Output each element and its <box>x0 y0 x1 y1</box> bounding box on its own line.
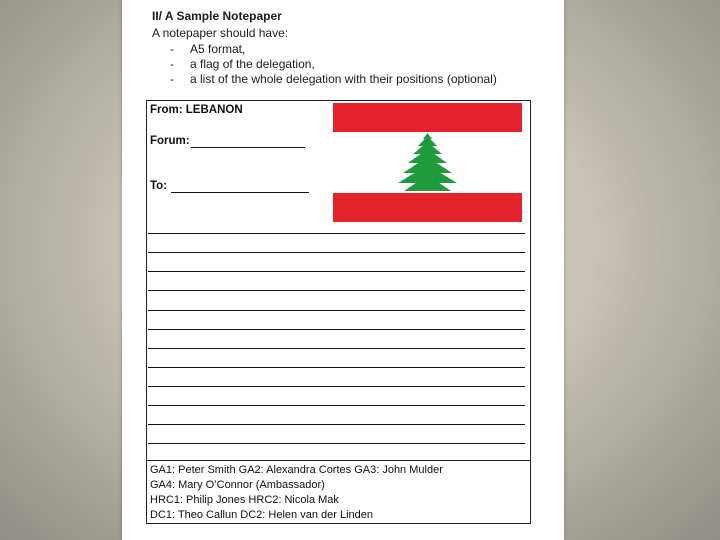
lebanon-flag-icon <box>333 103 522 222</box>
delegation-line: HRC1: Philip Jones HRC2: Nicola Mak <box>150 494 339 506</box>
writing-line <box>148 233 525 234</box>
footer-divider <box>147 460 530 461</box>
delegation-line: GA4: Mary O’Connor (Ambassador) <box>150 479 325 491</box>
bullet-dash: - <box>170 72 174 86</box>
writing-line <box>148 271 525 272</box>
writing-line <box>148 367 525 368</box>
bullet-text: A5 format, <box>190 42 246 56</box>
writing-line <box>148 424 525 425</box>
writing-line <box>148 405 525 406</box>
writing-line <box>148 252 525 253</box>
writing-line <box>148 348 525 349</box>
to-blank-line <box>171 192 309 193</box>
slide-heading: II/ A Sample Notepaper <box>152 9 282 23</box>
delegation-line: DC1: Theo Callun DC2: Helen van der Linden <box>150 509 373 521</box>
writing-line <box>148 290 525 291</box>
writing-line <box>148 329 525 330</box>
writing-line <box>148 386 525 387</box>
slide <box>122 0 564 540</box>
writing-line <box>148 310 525 311</box>
bullet-text: a list of the whole delegation with their positions (optional) <box>190 72 497 86</box>
writing-lines <box>148 233 525 448</box>
forum-label: Forum: <box>150 135 190 147</box>
slide-intro: A notepaper should have: <box>152 26 289 40</box>
bullet-dash: - <box>170 42 174 56</box>
to-label: To: <box>150 180 168 192</box>
delegation-line: GA1: Peter Smith GA2: Alexandra Cortes GA3: John Mulder <box>150 464 443 476</box>
bullet-text: a flag of the delegation, <box>190 57 315 71</box>
forum-blank-line <box>191 147 305 148</box>
sample-notepaper <box>146 100 531 524</box>
bullet-dash: - <box>170 57 174 71</box>
writing-line <box>148 443 525 444</box>
from-label: From: LEBANON <box>150 104 243 116</box>
